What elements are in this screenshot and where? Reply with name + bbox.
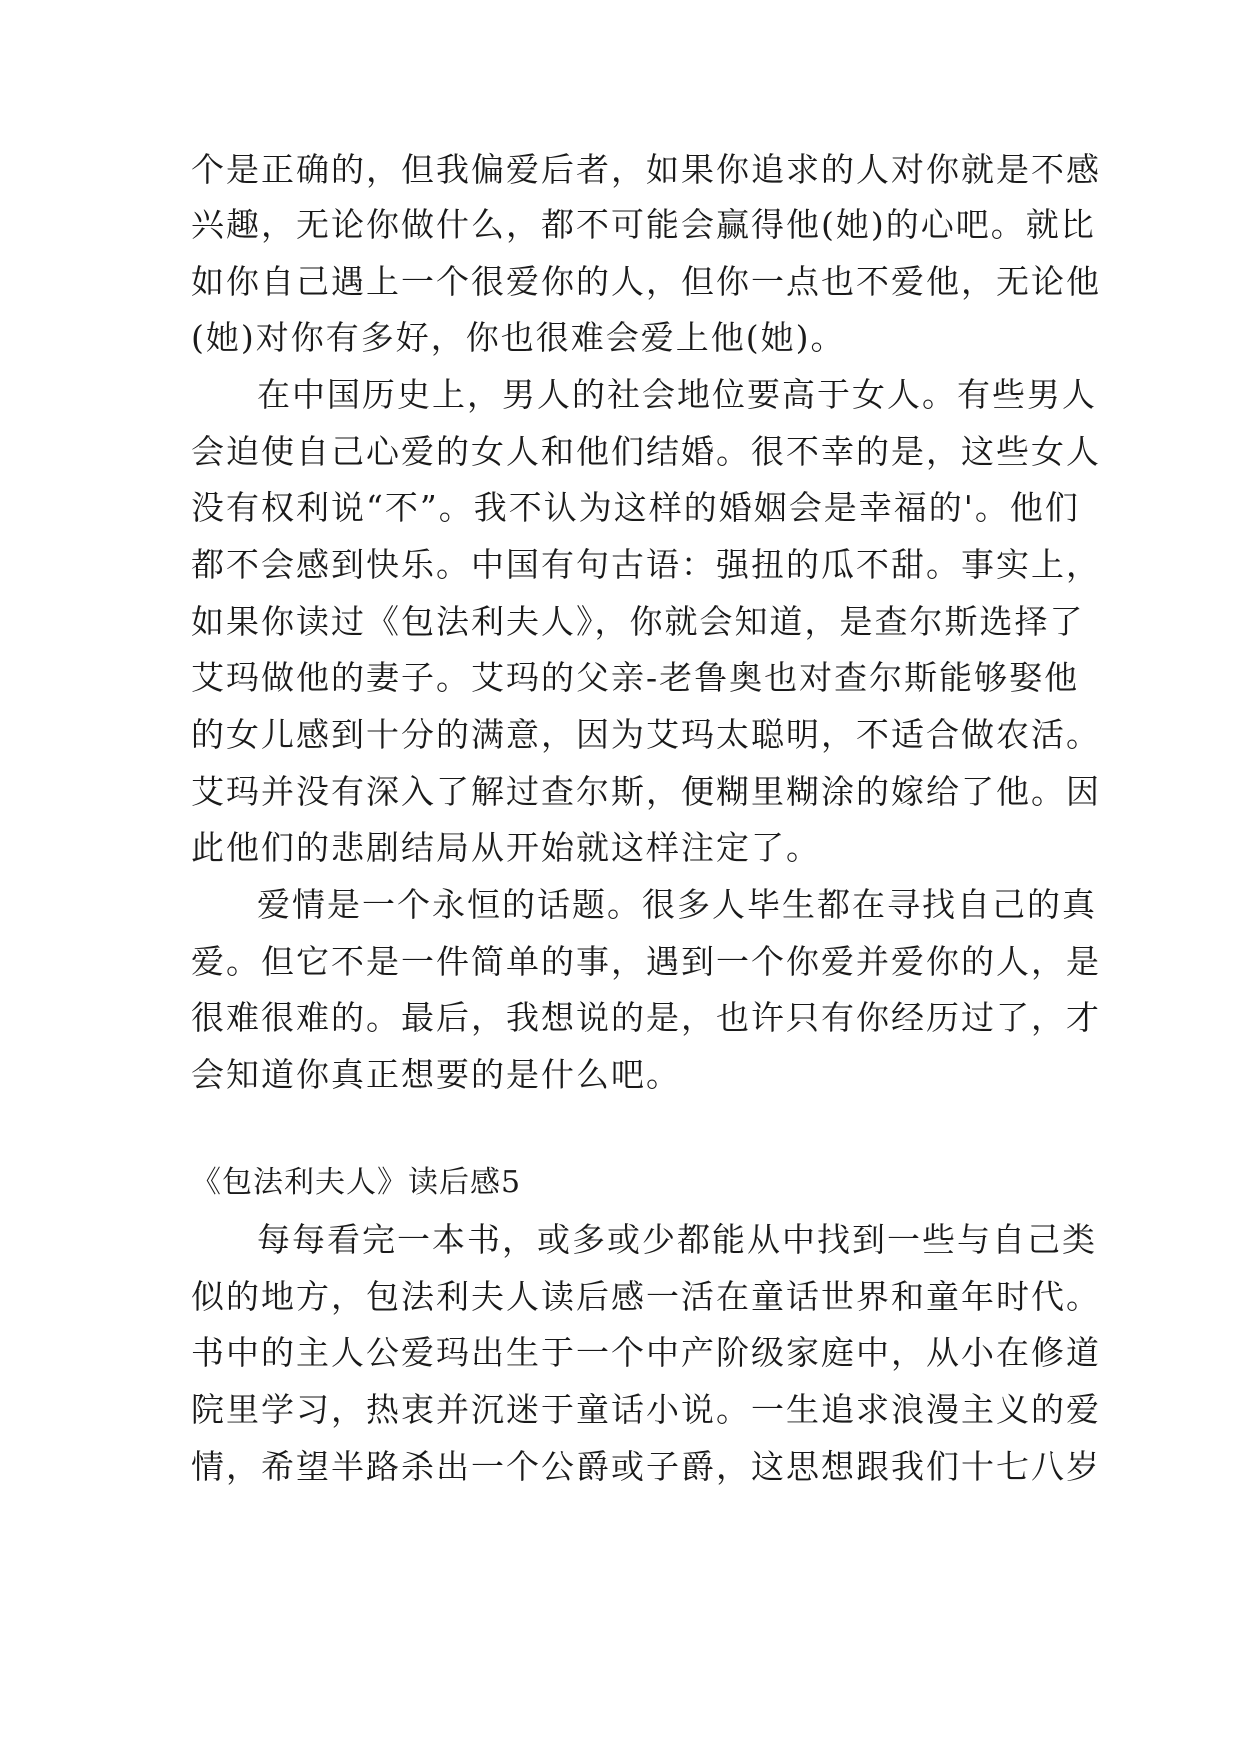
text-line: 院里学习，热衷并沉迷于童话小说。一生追求浪漫主义的爱 (191, 1390, 1101, 1429)
text-line: 很难很难的。最后，我想说的是，也许只有你经历过了，才 (191, 998, 1101, 1037)
text-line: 兴趣，无论你做什么，都不可能会赢得他(她)的心吧。就比 (191, 205, 1096, 244)
section-title: 《包法利夫人》读后感5 (191, 1165, 522, 1200)
text-line: 艾玛并没有深入了解过查尔斯，便糊里糊涂的嫁给了他。因 (191, 772, 1101, 811)
text-line: 的女儿感到十分的满意，因为艾玛太聪明，不适合做农活。 (191, 715, 1101, 754)
text-line: 个是正确的，但我偏爱后者，如果你追求的人对你就是不感 (191, 150, 1101, 189)
text-line: 爱。但它不是一件简单的事，遇到一个你爱并爱你的人，是 (191, 942, 1101, 981)
text-line: 艾玛做他的妻子。艾玛的父亲-老鲁奥也对查尔斯能够娶他 (191, 658, 1080, 697)
text-line: 会知道你真正想要的是什么吧。 (191, 1055, 681, 1094)
text-line: 情，希望半路杀出一个公爵或子爵，这思想跟我们十七八岁 (191, 1447, 1101, 1486)
text-line: 此他们的悲剧结局从开始就这样注定了。 (191, 828, 821, 867)
text-line: 如你自己遇上一个很爱你的人，但你一点也不爱他，无论他 (191, 262, 1101, 301)
text-line: 似的地方，包法利夫人读后感一活在童话世界和童年时代。 (191, 1277, 1101, 1316)
paragraph-first-line: 在中国历史上，男人的社会地位要高于女人。有些男人 (257, 375, 1097, 414)
paragraph-first-line: 爱情是一个永恒的话题。很多人毕生都在寻找自己的真 (257, 885, 1097, 924)
text-line: 没有权利说“不”。我不认为这样的婚姻会是幸福的'。他们 (191, 488, 1080, 527)
text-line: 都不会感到快乐。中国有句古语：强扭的瓜不甜。事实上， (191, 545, 1101, 584)
text-line: 如果你读过《包法利夫人》，你就会知道，是查尔斯选择了 (191, 602, 1085, 641)
paragraph-first-line: 每每看完一本书，或多或少都能从中找到一些与自己类 (257, 1220, 1097, 1259)
text-line: 书中的主人公爱玛出生于一个中产阶级家庭中，从小在修道 (191, 1333, 1101, 1372)
text-line: 会迫使自己心爱的女人和他们结婚。很不幸的是，这些女人 (191, 432, 1101, 471)
text-line: (她)对你有多好，你也很难会爱上他(她)。 (191, 318, 846, 357)
